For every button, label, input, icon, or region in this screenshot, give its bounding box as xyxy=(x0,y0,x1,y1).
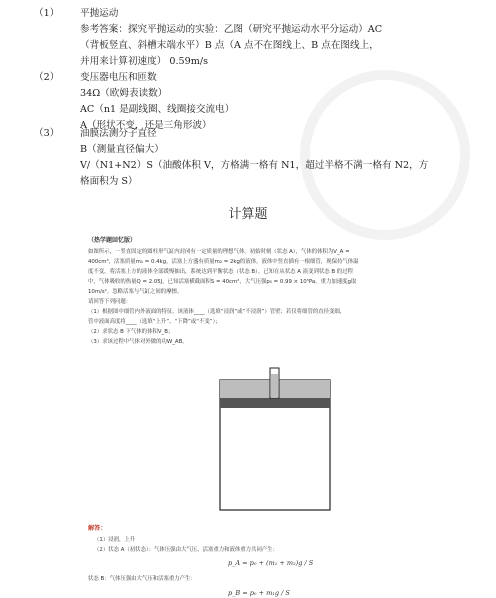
problem-line: 10m/s²。忽略活塞与气缸之间的摩擦。 xyxy=(88,289,183,295)
item-3-line: B（测量直径偏大） xyxy=(80,144,164,155)
problem-line: （3）求该过程中气体对外做的功W_AB。 xyxy=(88,339,188,345)
item-2-line: AC（n1 是副线圈、线圈接交流电） xyxy=(80,104,235,115)
item-1-line: 参考答案：探究平抛运动的实验：乙图（研究平抛运动水平分运动）AC xyxy=(80,24,383,35)
item-1-topic: 平抛运动 xyxy=(80,8,119,19)
solution-header: 解答： xyxy=(88,525,107,532)
cylinder-diagram xyxy=(210,366,340,516)
problem-header: （热学题回忆版） xyxy=(88,237,137,244)
item-number-3: （3） xyxy=(34,128,60,139)
section-title: 计算题 xyxy=(228,207,268,222)
piston xyxy=(220,398,330,408)
formula-pb: p_B = p₀ + m₁g / S xyxy=(228,589,290,597)
problem-line: 中，气体吸收的热量Q = 2.05J，已知活塞横截面积S = 40cm²，大气压强p₀ = 0.99 × 10⁵Pa，重力加速度g取 xyxy=(88,279,357,285)
problem-line: 度不变，将活塞上方的液体全部缓慢抽出，系统达到平衡状态（状态 B）。已知在从状态 A 演变到状态 B 的过程 xyxy=(88,269,353,275)
problem-line: 400cm³，活塞质量m₁ = 0.4kg，活塞上方盛有质量m₂ = 2kg的液体，液体中竖直插有一根细管，现保持气体温 xyxy=(88,259,359,265)
problem-line: 如图所示，一竖直固定的圆柱形气缸内封闭有一定质量的理想气体。初始时刻（状态 A），气体的体积为V_A = xyxy=(88,249,350,255)
formula-pa: p_A = p₀ + (m₁ + m₂)g / S xyxy=(228,559,314,567)
solution-line: （1）浸润，上升 xyxy=(94,537,136,543)
item-2-line: 34Ω（欧姆表读数） xyxy=(80,88,168,99)
solution-line: （2）状态 A（初状态）：气体压强由大气压、活塞重力和液体重力共同产生： xyxy=(94,547,279,553)
item-3-line: V/（N1+N2）S（油酸体积 V，方格满一格有 N1，超过半格不满一格有 N2，方 xyxy=(80,160,429,171)
problem-line: （2）求状态 B 下气体的体积V_B； xyxy=(88,329,174,335)
item-number-1: （1） xyxy=(34,8,60,19)
item-2-topic: 变压器电压和匝数 xyxy=(80,72,157,83)
problem-line: 请回答下列问题： xyxy=(88,299,132,305)
problem-line: 管中液面高度将____（选填“上升”、“下降”或“不变”）； xyxy=(88,319,221,325)
item-1-line: （背板竖直、斜槽末端水平）B 点（A 点不在图线上、B 点在图线上， xyxy=(80,40,379,51)
item-3-topic: 油膜法测分子直径 xyxy=(80,128,157,139)
item-2-line: A（形状不变，还是三角形波） xyxy=(80,120,212,131)
item-1-line: 并用来计算初速度） 0.59m/s xyxy=(80,56,209,67)
problem-line: （1）根据图中细管内外液面的特征，该液体____（选填“浸润”或“不浸润”）管壁；若仅将细管的直径变细， xyxy=(88,309,346,315)
item-3-line: 格面积为 S） xyxy=(80,176,138,187)
solution-line: 状态 B：气体压强由大气压和活塞重力产生： xyxy=(88,576,196,582)
item-number-2: （2） xyxy=(34,72,60,83)
tube-liquid xyxy=(271,374,278,398)
